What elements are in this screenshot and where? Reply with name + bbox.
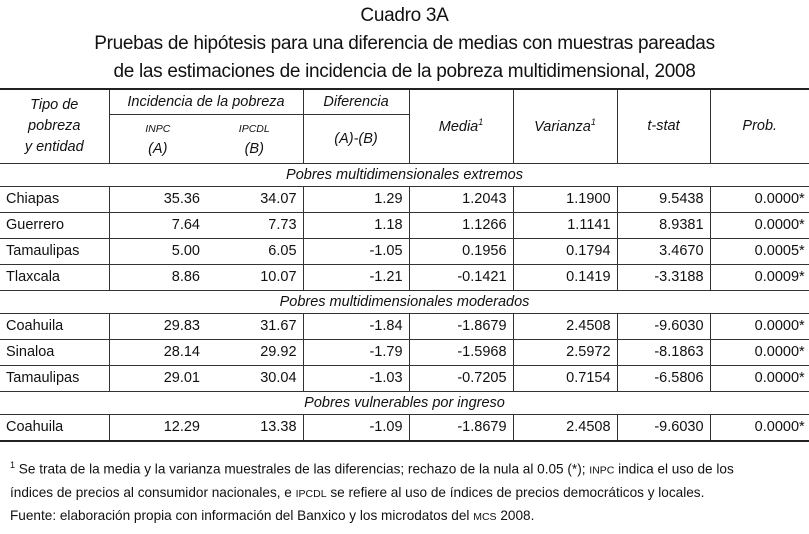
cell-dif: -1.09 [303, 414, 409, 441]
prob-value: 0.0000 [754, 370, 800, 386]
prob-value: 0.0009 [754, 269, 800, 285]
col-header-prob: Prob. [710, 89, 809, 163]
prob-value: 0.0000 [754, 318, 800, 334]
section-header-row [0, 290, 809, 313]
table-row [0, 212, 809, 238]
col-header-tipo-line1: Tipo de pobreza [28, 96, 81, 134]
cell-tstat: -9.6030 [617, 414, 710, 441]
cell-b: 34.07 [206, 186, 303, 212]
section-header-row [0, 163, 809, 186]
cell-entidad: Chiapas [0, 186, 109, 212]
cell-varianza: 0.1794 [513, 238, 617, 264]
cell-dif: -1.21 [303, 264, 409, 290]
table-row [0, 414, 809, 441]
table-row [0, 238, 809, 264]
note-2-text-b: se refiere al uso de índices de precios democráticos y locales. [326, 484, 705, 500]
cell-a: 29.83 [109, 313, 206, 339]
table-subtitle: de las estimaciones de incidencia de la pobreza multidimensional, 2008 [113, 61, 696, 82]
col-header-ipcdl-sub: (B) [244, 141, 264, 157]
cell-entidad: Tlaxcala [0, 264, 109, 290]
table-row [0, 186, 809, 212]
significance-marker: * [799, 318, 805, 334]
table-row [0, 339, 809, 365]
note-source-mcs: MCS [473, 510, 497, 523]
cell-tstat: -6.5806 [617, 365, 710, 391]
col-header-inpc [109, 114, 206, 163]
cell-prob [710, 186, 809, 212]
cell-dif: -1.84 [303, 313, 409, 339]
col-header-media [409, 89, 513, 163]
cell-prob [710, 414, 809, 441]
prob-value: 0.0000 [754, 344, 800, 360]
col-header-varianza [513, 89, 617, 163]
significance-marker: * [799, 269, 805, 285]
cell-media: -1.5968 [409, 339, 513, 365]
note-source-text-b: 2008. [496, 507, 535, 523]
cell-a: 35.36 [109, 186, 206, 212]
cell-a: 8.86 [109, 264, 206, 290]
cell-entidad: Tamaulipas [0, 238, 109, 264]
table-row [0, 365, 809, 391]
cell-a: 29.01 [109, 365, 206, 391]
media-footnote-marker: 1 [478, 117, 484, 128]
cell-b: 6.05 [206, 238, 303, 264]
significance-marker: * [799, 344, 805, 360]
cell-varianza: 2.5972 [513, 339, 617, 365]
cell-entidad: Coahuila [0, 313, 109, 339]
section-title: Pobres multidimensionales moderados [0, 290, 809, 313]
cell-media: 0.1956 [409, 238, 513, 264]
note-2-ipcdl: IPCDL [295, 487, 327, 500]
table-row [0, 264, 809, 290]
cell-media: -0.7205 [409, 365, 513, 391]
varianza-footnote-marker: 1 [590, 117, 596, 128]
section-title: Pobres multidimensionales extremos [0, 163, 809, 186]
col-header-media-label: Media [438, 119, 479, 136]
cell-varianza: 0.1419 [513, 264, 617, 290]
cell-prob [710, 238, 809, 264]
table-number: Cuadro 3A [360, 5, 449, 26]
note-1 [10, 454, 805, 482]
note-source [10, 505, 805, 528]
cell-a: 7.64 [109, 212, 206, 238]
cell-varianza: 0.7154 [513, 365, 617, 391]
col-header-tstat: t-stat [617, 89, 710, 163]
prob-value: 0.0000 [754, 191, 800, 207]
cell-entidad: Sinaloa [0, 339, 109, 365]
cell-media: 1.2043 [409, 186, 513, 212]
note-1-text-b: indica el uso de los [614, 461, 734, 477]
cell-prob [710, 365, 809, 391]
col-header-varianza-label: Varianza [534, 119, 591, 136]
cell-varianza: 2.4508 [513, 313, 617, 339]
col-header-diferencia-sub: (A)-(B) [303, 114, 409, 163]
cell-media: 1.1266 [409, 212, 513, 238]
cell-prob [710, 339, 809, 365]
cell-b: 10.07 [206, 264, 303, 290]
col-header-ipcdl-label: IPCDL [238, 123, 270, 135]
cell-entidad: Tamaulipas [0, 365, 109, 391]
cell-b: 7.73 [206, 212, 303, 238]
note-1-marker: 1 [10, 460, 16, 470]
cell-dif: -1.05 [303, 238, 409, 264]
cell-tstat: -3.3188 [617, 264, 710, 290]
cell-tstat: 9.5438 [617, 186, 710, 212]
cell-prob [710, 212, 809, 238]
cell-tstat: -8.1863 [617, 339, 710, 365]
cell-a: 28.14 [109, 339, 206, 365]
cell-media: -0.1421 [409, 264, 513, 290]
cell-varianza: 1.1141 [513, 212, 617, 238]
significance-marker: * [799, 191, 805, 207]
col-header-ipcdl [206, 114, 303, 163]
col-header-inpc-sub: (A) [148, 141, 168, 157]
cell-entidad: Coahuila [0, 414, 109, 441]
cell-dif: -1.03 [303, 365, 409, 391]
note-1-inpc: INPC [589, 464, 615, 477]
cell-b: 13.38 [206, 414, 303, 441]
col-header-diferencia: Diferencia [303, 89, 409, 114]
cell-b: 31.67 [206, 313, 303, 339]
col-header-tipo-line2: y entidad [24, 138, 84, 155]
cell-prob [710, 264, 809, 290]
note-2 [10, 482, 805, 505]
cell-b: 29.92 [206, 339, 303, 365]
col-header-tipo [0, 89, 109, 163]
section-header-row [0, 391, 809, 414]
cell-dif: 1.29 [303, 186, 409, 212]
cell-prob [710, 313, 809, 339]
cell-b: 30.04 [206, 365, 303, 391]
cell-varianza: 1.1900 [513, 186, 617, 212]
section-title: Pobres vulnerables por ingreso [0, 391, 809, 414]
cell-dif: -1.79 [303, 339, 409, 365]
table-title: Pruebas de hipótesis para una diferencia de medias con muestras pareadas [94, 33, 715, 54]
prob-value: 0.0000 [754, 419, 800, 435]
col-header-inpc-label: INPC [145, 123, 171, 135]
cell-entidad: Guerrero [0, 212, 109, 238]
note-1-text-a: Se trata de la media y la varianza muestrales de las diferencias; rechazo de la nula al 0.05 (*); [15, 461, 590, 477]
cell-a: 5.00 [109, 238, 206, 264]
significance-marker: * [799, 243, 805, 259]
prob-value: 0.0005 [754, 243, 800, 259]
table-notes [10, 454, 805, 528]
cell-tstat: 8.9381 [617, 212, 710, 238]
note-source-text-a: Fuente: elaboración propia con información del Banxico y los microdatos del [10, 507, 474, 523]
prob-value: 0.0000 [754, 217, 800, 233]
cell-media: -1.8679 [409, 414, 513, 441]
cell-media: -1.8679 [409, 313, 513, 339]
cell-a: 12.29 [109, 414, 206, 441]
col-header-incidencia: Incidencia de la pobreza [109, 89, 303, 114]
significance-marker: * [799, 419, 805, 435]
cell-varianza: 2.4508 [513, 414, 617, 441]
cell-dif: 1.18 [303, 212, 409, 238]
hypothesis-table [0, 88, 809, 442]
note-2-text-a: índices de precios al consumidor nacionales, e [10, 484, 296, 500]
cell-tstat: -9.6030 [617, 313, 710, 339]
cell-tstat: 3.4670 [617, 238, 710, 264]
table-row [0, 313, 809, 339]
significance-marker: * [799, 370, 805, 386]
significance-marker: * [799, 217, 805, 233]
